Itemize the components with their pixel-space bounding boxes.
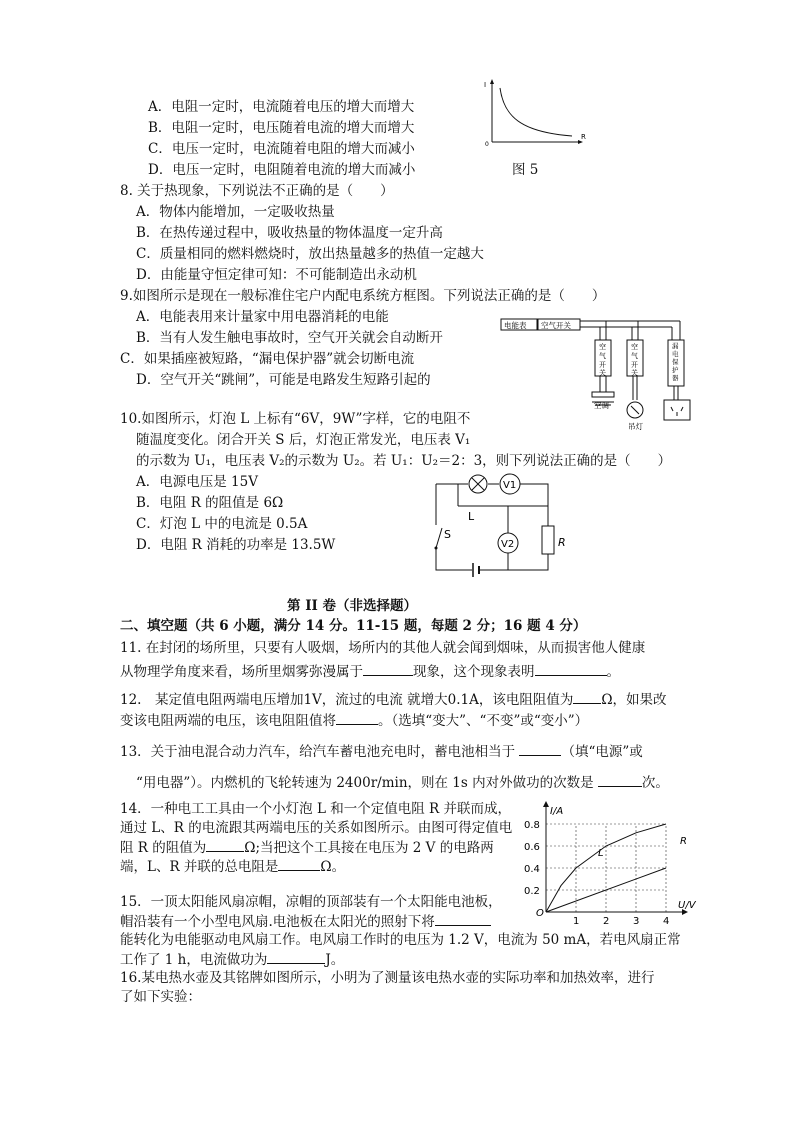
branch3-char3: 保 [672,358,679,366]
y-tick-label: 0.8 [524,820,540,831]
q13-line1: 13．关于油电混合动力汽车，给汽车蓄电池充电时，蓄电池相当于 （填“电源”或 [120,744,643,760]
q15-line3: 能转化为电能驱动电风扇工作。电风扇工作时的电压为 1.2 V，电流为 50 mA，若电风扇正常 [120,932,681,948]
graph-xlabel: R [581,133,586,141]
q16-line2: 了如下实验： [120,989,201,1005]
branch3-char2: 电 [672,350,679,358]
v1-label: V1 [503,480,517,491]
v2-label: V2 [501,539,515,550]
lamp-l-label: L [468,510,475,523]
q9-stem: 9.如图所示是现在一般标准住宅户内配电系统方框图。下列说法正确的是（ ） [120,288,606,304]
q8-option-c: C．质量相同的燃料燃烧时，放出热量越多的热值一定越大 [136,246,484,262]
distribution-diagram [500,316,700,438]
q7-option-c: C．电压一定时，电流随着电阻的增大而减小 [148,141,415,157]
q9-option-a: A．电能表用来计量家中用电器消耗的电能 [136,309,389,325]
graph-ylabel: I [484,81,487,89]
q14-line3: 阻 R 的阻值为 Ω;当把这个工具接在电压为 2 V 的电路两 [120,840,494,856]
y-tick-label: 0.6 [524,842,540,853]
q7-option-d: D．电压一定时，电阻随着电流的增大而减小 [148,162,416,178]
branch1-char4: 关 [599,369,606,377]
resistor-r-label: R [558,536,566,549]
q8-option-d: D．由能量守恒定律可知：不可能制造出永动机 [136,267,417,283]
q15-line2: 帽沿装有一个小型电风扇.电池板在太阳光的照射下将 [120,912,491,931]
q10-option-c: C．灯泡 L 中的电流是 0.5A [136,516,308,532]
q9-option-c: C．如果插座被短路，“漏电保护器”就会切断电流 [120,351,415,367]
ac-label: 空调 [594,401,609,410]
y-axis-arrow [543,801,549,807]
x-tick-label: 4 [663,916,670,927]
branch2-char4: 关 [631,369,638,377]
branch1-char2: 气 [599,352,606,360]
q11-line2: 从物理学角度来看，场所里烟雾弥漫属于 现象，这个现象表明 。 [120,664,620,680]
q16-line1: 16.某电热水壶及其铭牌如图所示，小明为了测量该电热水壶的实际功率和加热效率，进行 [120,970,655,986]
q7-option-a: A．电阻一定时，电流随着电压的增大而增大 [148,99,415,115]
x-axis-label: U/V [678,900,696,911]
q11-line1: 11. 在封闭的场所里，只要有人吸烟，场所内的其他人就会闻到烟味，从而损害他人健康 [120,640,646,656]
q10-option-a: A．电源电压是 15V [136,474,258,490]
branch2-char2: 气 [631,352,638,360]
q10-stem-line1: 10.如图所示，灯泡 L 上标有“6V，9W”字样，它的电阻不 [120,411,471,427]
figure-5-graph [480,76,590,148]
switch-s-label: S [444,528,451,541]
q9-option-d: D．空气开关“跳闸”，可能是电路发生短路引起的 [136,372,431,388]
resistor-symbol [542,526,554,554]
branch1-char3: 开 [599,361,606,369]
q14-line2: 通过 L、R 的电流跟其两端电压的关系如图所示。由图可得定值电 [120,820,513,836]
q10-stem-line3: 的示数为 U₁，电压表 V₂的示数为 U₂。若 U₁：U₂＝2：3，则下列说法正确的是（ ） [136,453,672,469]
part2-title: 第 II 卷（非选择题） [287,598,418,614]
q13-line2: “用电器”）。内燃机的飞轮转速为 2400r/min，则在 1s 内对外做功的次数是 次。 [136,775,669,791]
graph-origin: 0 [485,141,489,148]
x-tick-label: 2 [603,916,610,927]
q12-line2: 变该电阻两端的电压，该电阻阻值将 。（选填“变大”、“不变”或“变小”） [120,713,589,729]
series-label-R: R [680,836,687,847]
q10-option-d: D．电阻 R 消耗的功率是 13.5W [136,537,336,553]
part2-section: 二、填空题（共 6 小题，满分 14 分。11-15 题，每题 2 分；16 题 4 分） [120,618,587,634]
q14-line1: 14．一种电工工具由一个小灯泡 L 和一个定值电阻 R 并联而成， [120,801,511,817]
branch1-char1: 空 [599,343,606,351]
meter-label: 电能表 [504,321,527,330]
series-label-L: L [598,848,604,859]
y-axis-label: I/A [550,806,564,817]
q12-line1: 12. 某定值电阻两端电压增加1V，流过的电流 就增大0.1A，该电阻阻值为 Ω，如果改 [120,692,667,708]
branch3-char4: 护 [672,366,679,374]
q10-stem-line2: 随温度变化。闭合开关 S 后，灯泡正常发光，电压表 V₁ [136,432,471,448]
q14-line4: 端，L、R 并联的总电阻是 Ω。 [120,859,346,875]
socket-icon [664,400,690,420]
q9-option-b: B．当有人发生触电事故时，空气开关就会自动断开 [136,330,443,346]
y-tick-label: 0.4 [524,864,540,875]
q15-line4: 工作了 1 h，电流做功为 J。 [120,952,345,968]
figure-5-caption: 图 5 [512,162,539,178]
branch2-char1: 空 [631,343,638,351]
y-tick-label: 0.2 [524,886,540,897]
q10-option-b: B．电阻 R 的阻值是 6Ω [136,495,284,511]
branch3-char5: 器 [672,374,679,382]
q8-option-a: A．物体内能增加，一定吸收热量 [136,204,335,220]
origin-label: O [536,908,544,919]
iu-chart [520,800,700,928]
branch2-char3: 开 [631,361,638,369]
lamp-label: 吊灯 [628,422,643,431]
q8-option-b: B．在热传递过程中，吸收热量的物体温度一定升高 [136,225,443,241]
main-switch-label: 空气开关 [541,321,571,330]
q15-line1: 15．一顶太阳能风扇凉帽，凉帽的顶部装有一个太阳能电池板， [120,894,502,910]
q10-circuit [428,470,568,582]
q7-option-b: B．电阻一定时，电压随着电流的增大而增大 [148,120,415,136]
x-tick-label: 1 [573,916,580,927]
q8-stem: 8. 关于热现象，下列说法不正确的是（ ） [120,183,394,199]
branch3-char1: 漏 [672,342,679,350]
x-tick-label: 3 [633,916,640,927]
